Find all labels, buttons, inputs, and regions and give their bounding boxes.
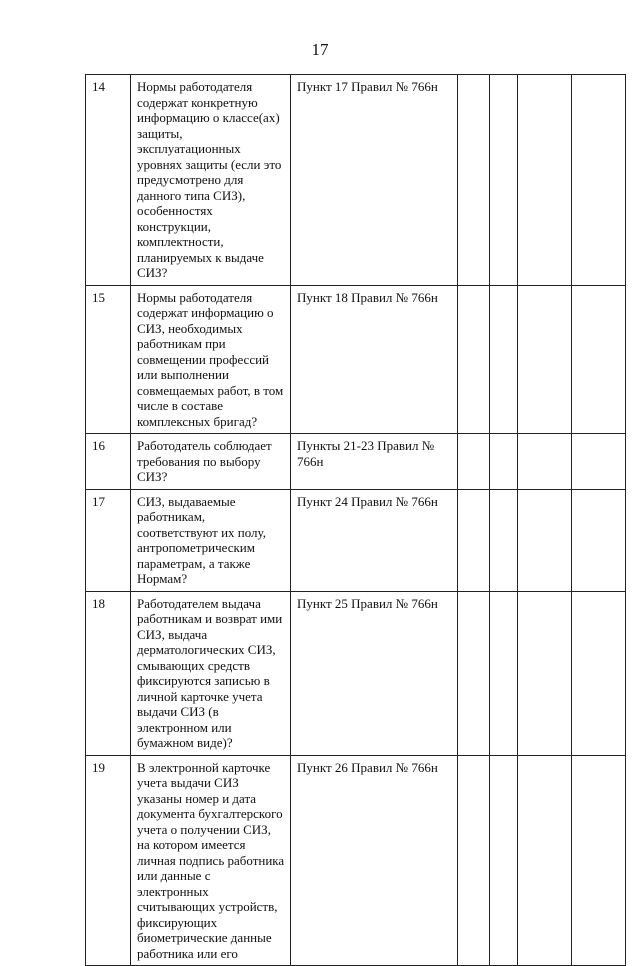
row-reference: Пункты 21-23 Правил № 766н [291, 434, 458, 490]
page-number: 17 [311, 40, 329, 59]
answer-no-cell [490, 75, 518, 286]
answer-yes-cell [458, 75, 490, 286]
answer-no-cell [490, 434, 518, 490]
note-cell [572, 285, 626, 434]
table-row [86, 285, 626, 434]
answer-yes-cell [458, 434, 490, 490]
answer-na-cell [518, 755, 572, 966]
answer-na-cell [518, 285, 572, 434]
answer-yes-cell [458, 285, 490, 434]
row-question: Работодателем выдача работникам и возврат ими СИЗ, выдача дерматологических СИЗ, смывающих средств фиксируются записью в личной карточке учета выдачи СИЗ (в электронном или бумажном виде)? [131, 591, 291, 755]
answer-no-cell [490, 285, 518, 434]
answer-yes-cell [458, 755, 490, 966]
row-question: Работодатель соблюдает требования по выбору СИЗ? [131, 434, 291, 490]
row-number: 15 [86, 285, 131, 434]
row-reference: Пункт 18 Правил № 766н [291, 285, 458, 434]
row-reference: Пункт 17 Правил № 766н [291, 75, 458, 286]
answer-yes-cell [458, 591, 490, 755]
answer-yes-cell [458, 489, 490, 591]
row-number: 17 [86, 489, 131, 591]
row-number: 14 [86, 75, 131, 286]
note-cell [572, 755, 626, 966]
note-cell [572, 434, 626, 490]
table-row [86, 591, 626, 755]
row-number: 16 [86, 434, 131, 490]
answer-na-cell [518, 591, 572, 755]
answer-no-cell [490, 755, 518, 966]
row-reference: Пункт 24 Правил № 766н [291, 489, 458, 591]
answer-na-cell [518, 75, 572, 286]
table-row [86, 434, 626, 490]
checklist-table [85, 74, 626, 966]
row-question: СИЗ, выдаваемые работникам, соответствуют их полу, антропометрическим параметрам, а также Нормам? [131, 489, 291, 591]
row-question: Нормы работодателя содержат конкретную информацию о классе(ах) защиты, эксплуатационных уровнях защиты (если это предусмотрено для данного типа СИЗ), особенностях конструкции, комплектности, планируемых к выдаче СИЗ? [131, 75, 291, 286]
table-row [86, 755, 626, 966]
table-row [86, 75, 626, 286]
row-reference: Пункт 26 Правил № 766н [291, 755, 458, 966]
row-question: Нормы работодателя содержат информацию о СИЗ, необходимых работникам при совмещении профессий или выполнении совмещаемых работ, в том числе в составе комплексных бригад? [131, 285, 291, 434]
note-cell [572, 75, 626, 286]
answer-no-cell [490, 489, 518, 591]
table-row [86, 489, 626, 591]
note-cell [572, 591, 626, 755]
note-cell [572, 489, 626, 591]
row-number: 18 [86, 591, 131, 755]
answer-na-cell [518, 434, 572, 490]
answer-na-cell [518, 489, 572, 591]
row-question: В электронной карточке учета выдачи СИЗ указаны номер и дата документа бухгалтерского учета о получении СИЗ, на котором имеется личная подпись работника или данные с электронных считывающих устройств, фиксирующих биометрические данные работника или его [131, 755, 291, 966]
row-reference: Пункт 25 Правил № 766н [291, 591, 458, 755]
row-number: 19 [86, 755, 131, 966]
answer-no-cell [490, 591, 518, 755]
